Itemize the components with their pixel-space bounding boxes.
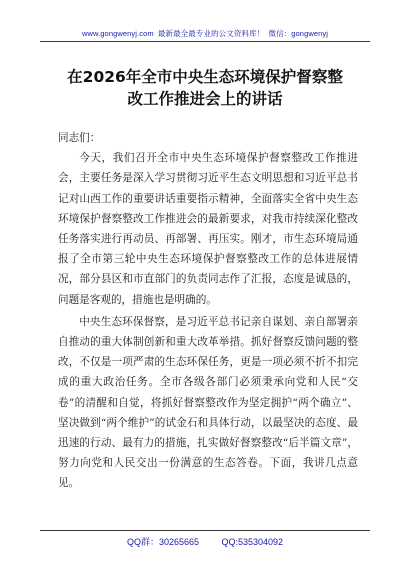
footer-divider	[40, 530, 370, 531]
title-line-2: 改工作推进会上的讲话	[127, 90, 283, 108]
header-slogan: 最新最全最专业的公文资料库！	[157, 29, 265, 38]
document-title	[40, 66, 370, 110]
page-header	[40, 28, 370, 39]
page-footer	[40, 535, 370, 548]
title-line-1: 在2026年全市中央生态环境保护督察整	[67, 68, 343, 86]
salutation: 同志们：	[58, 132, 101, 144]
footer-qq-group: QQ群：30265665	[126, 537, 199, 547]
paragraph-1: 今天，我们召开全市中央生态环境保护督察整改工作推进会，主要任务是深入学习贯彻习近平生态文明思想和习近平总书记对山西工作的重要讲话重要指示精神，全面落实全省中央生态环境保护督察整改工作推进会的最新要求，对我市持续深化整改任务落实进行再动员、再部署、再压实。刚才，市生态环境局通报了全市第三轮中央生态环境保护督察整改工作的总体进展情况，部分县区和市直部门的负责同志作了汇报，态度是诚恳的，问题是客观的，措施也是明确的。	[58, 152, 358, 306]
document-body	[58, 128, 358, 494]
footer-qq: QQ:535304092	[221, 537, 284, 547]
header-wechat: 微信：gongwenyj	[268, 29, 329, 38]
header-divider	[40, 41, 370, 42]
header-website-link[interactable]: www.gongwenyj.com	[81, 29, 154, 38]
paragraph-2: 中央生态环保督察，是习近平总书记亲自谋划、亲自部署亲自推动的重大体制创新和重大改革举措。抓好督察反馈问题的整改，不仅是一项严肃的生态环保任务，更是一项必须不折不扣完成的重大政治任务。全市各级各部门必须秉承向党和人民“交卷”的清醒和自觉，将抓好督察整改作为坚定拥护“两个确立”、坚决做到“两个维护”的试金石和具体行动，以最坚决的态度、最迅速的行动、最有力的措施，扎实做好督察整改“后半篇文章”，努力向党和人民交出一份满意的生态答卷。下面，我讲几点意见。	[58, 315, 358, 490]
